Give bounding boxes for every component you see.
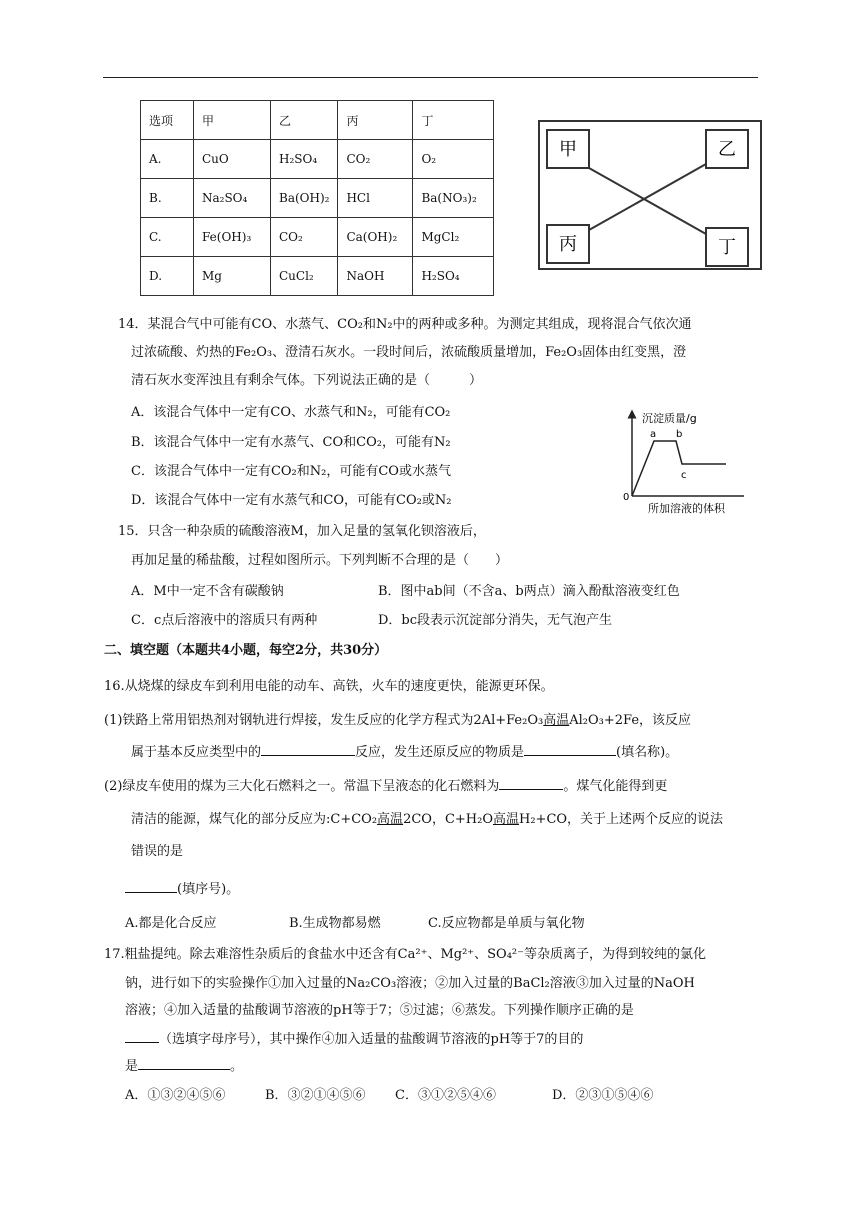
q14-stem-line1: 14．某混合气中可能有CO、水蒸气、CO₂和N₂中的两种或多种。为测定其组成，现将混合气依次通	[118, 317, 692, 332]
q16-part2-text: (填序号)。	[177, 882, 240, 897]
graph-origin-label: 0	[623, 492, 630, 503]
table-cell: 乙	[271, 101, 338, 140]
reaction-condition: 高温	[543, 713, 570, 728]
q14-option-b: B．该混合气体中一定有水蒸气、CO和CO₂，可能有N₂	[131, 435, 451, 450]
q16-intro: 16.从烧煤的绿皮车到利用电能的动车、高铁，火车的速度更快，能源更环保。	[104, 679, 554, 694]
table-cell: Mg	[194, 257, 271, 296]
table-cell: Ca(OH)₂	[338, 218, 413, 257]
table-row	[141, 179, 494, 218]
header-rule	[103, 77, 758, 78]
graph-x-label: 所加溶液的体积	[648, 502, 725, 515]
answer-blank[interactable]	[125, 878, 177, 893]
q15-option-d: D．bc段表示沉淀部分消失，无气泡产生	[378, 613, 613, 628]
table-row	[141, 140, 494, 179]
table-cell: 丁	[413, 101, 494, 140]
table-cell: D.	[141, 257, 194, 296]
table-cell: Na₂SO₄	[194, 179, 271, 218]
q16-part2-line3: 错误的是	[131, 844, 184, 859]
q17-line3: 溶液；④加入适量的盐酸调节溶液的pH等于7；⑤过滤；⑥蒸发。下列操作顺序正确的是	[125, 1003, 634, 1018]
q16-part2-line4	[125, 878, 239, 897]
q17-line1: 17.粗盐提纯。除去难溶性杂质后的食盐水中还含有Ca²⁺、Mg²⁺、SO₄²⁻等杂质离子，为得到较纯的氯化	[104, 947, 706, 962]
table-cell: Ba(OH)₂	[271, 179, 338, 218]
q16-part2-text: 。煤气化能得到更	[563, 779, 668, 794]
table-cell: H₂SO₄	[271, 140, 338, 179]
q15-option-b: B．图中ab间（不含a、b两点）滴入酚酞溶液变红色	[378, 584, 680, 599]
table-cell: A.	[141, 140, 194, 179]
q17-text: （选填字母序号），其中操作④加入适量的盐酸调节溶液的pH等于7的目的	[159, 1032, 584, 1047]
diagram-node-bing: 丙	[559, 234, 577, 255]
q17-option-c: C．③①②⑤④⑥	[395, 1088, 496, 1103]
q16-part2-line2	[131, 808, 723, 827]
table-cell: C.	[141, 218, 194, 257]
table-cell: HCl	[338, 179, 413, 218]
table-cell: CuCl₂	[271, 257, 338, 296]
table-cell: 甲	[194, 101, 271, 140]
q15-option-a: A．M中一定不含有碳酸钠	[131, 584, 284, 599]
q16-part1-line2	[131, 741, 678, 760]
q16-part2-text: (2)绿皮车使用的煤为三大化石燃料之一。常温下呈液态的化石燃料为	[104, 779, 500, 794]
options-table	[140, 100, 494, 296]
table-row	[141, 257, 494, 296]
q16-part2-line1	[104, 775, 667, 794]
diagram-node-yi: 乙	[718, 139, 736, 160]
table-cell: O₂	[413, 140, 494, 179]
table-row	[141, 218, 494, 257]
q16-part1-text: 属于基本反应类型中的	[131, 745, 262, 760]
diagram-node-ding: 丁	[718, 237, 736, 258]
q17-option-d: D．②③①⑤④⑥	[552, 1088, 654, 1103]
table-cell: B.	[141, 179, 194, 218]
q16-part2-text: 2CO，C+H₂O	[403, 812, 493, 827]
graph-point-c: c	[681, 470, 687, 481]
graph-point-b: b	[676, 429, 683, 440]
q17-line4	[125, 1028, 583, 1047]
q14-option-c: C．该混合气体中一定有CO₂和N₂，可能有CO或水蒸气	[131, 464, 451, 479]
answer-blank[interactable]	[524, 741, 616, 756]
table-cell: Fe(OH)₃	[194, 218, 271, 257]
q17-line2: 钠，进行如下的实验操作①加入过量的Na₂CO₃溶液；②加入过量的BaCl₂溶液③加入过量的NaOH	[125, 976, 695, 991]
q17-text: 。	[230, 1059, 244, 1074]
table-cell: 丙	[338, 101, 413, 140]
q16-part1-text: Al₂O₃+2Fe，该反应	[569, 713, 692, 728]
table-header-row	[141, 101, 494, 140]
reaction-condition: 高温	[492, 812, 519, 827]
precipitation-graph	[618, 406, 763, 518]
q16-option-c: C.反应物都是单质与氧化物	[428, 916, 585, 931]
q16-part1-text: (1)铁路上常用铝热剂对钢轨进行焊接，发生反应的化学方程式为2Al+Fe₂O₃	[104, 713, 544, 728]
q14-option-d: D．该混合气体中一定有水蒸气和CO，可能有CO₂或N₂	[131, 493, 452, 508]
q15-stem-line1: 15．只含一种杂质的硫酸溶液M，加入足量的氢氧化钡溶液后，	[118, 524, 486, 539]
q14-stem-line3: 清石灰水变浑浊且有剩余气体。下列说法正确的是（ ）	[131, 373, 483, 388]
diagram-node-jia: 甲	[559, 139, 577, 160]
q15-option-c: C．c点后溶液中的溶质只有两种	[131, 613, 318, 628]
q14-stem-line2: 过浓硫酸、灼热的Fe₂O₃、澄清石灰水。一段时间后，浓硫酸质量增加，Fe₂O₃固体由红变黑，澄	[131, 345, 687, 360]
table-cell: NaOH	[338, 257, 413, 296]
q16-part2-text: 清洁的能源，煤气化的部分反应为:C+CO₂	[131, 812, 378, 827]
answer-blank[interactable]	[138, 1055, 230, 1070]
q17-text: 是	[125, 1059, 139, 1074]
q16-part2-text: H₂+CO，关于上述两个反应的说法	[519, 812, 724, 827]
table-cell: CO₂	[271, 218, 338, 257]
answer-blank[interactable]	[261, 741, 355, 756]
graph-y-label: 沉淀质量/g	[642, 412, 697, 425]
table-cell: Ba(NO₃)₂	[413, 179, 494, 218]
q17-option-b: B．③②①④⑤⑥	[265, 1088, 366, 1103]
table-cell: MgCl₂	[413, 218, 494, 257]
q15-stem-line2: 再加足量的稀盐酸，过程如图所示。下列判断不合理的是（ ）	[131, 553, 509, 568]
q16-part1-line1	[104, 709, 691, 728]
answer-blank[interactable]	[125, 1028, 159, 1043]
q16-part1-text: 反应，发生还原反应的物质是	[355, 745, 525, 760]
q17-option-a: A．①③②④⑤⑥	[125, 1088, 226, 1103]
reaction-condition: 高温	[377, 812, 404, 827]
table-cell: H₂SO₄	[413, 257, 494, 296]
answer-blank[interactable]	[499, 775, 563, 790]
q16-part1-text: (填名称)。	[616, 745, 679, 760]
q16-option-a: A.都是化合反应	[125, 916, 217, 931]
table-cell: CO₂	[338, 140, 413, 179]
q14-option-a: A．该混合气体中一定有CO、水蒸气和N₂，可能有CO₂	[131, 405, 451, 420]
relation-diagram	[538, 120, 763, 272]
table-cell: CuO	[194, 140, 271, 179]
section-two-heading: 二、填空题（本题共4小题，每空2分，共30分）	[104, 643, 388, 658]
table-cell: 选项	[141, 101, 194, 140]
graph-point-a: a	[650, 429, 657, 440]
q16-option-b: B.生成物都易燃	[289, 916, 381, 931]
q17-line5	[125, 1055, 243, 1074]
